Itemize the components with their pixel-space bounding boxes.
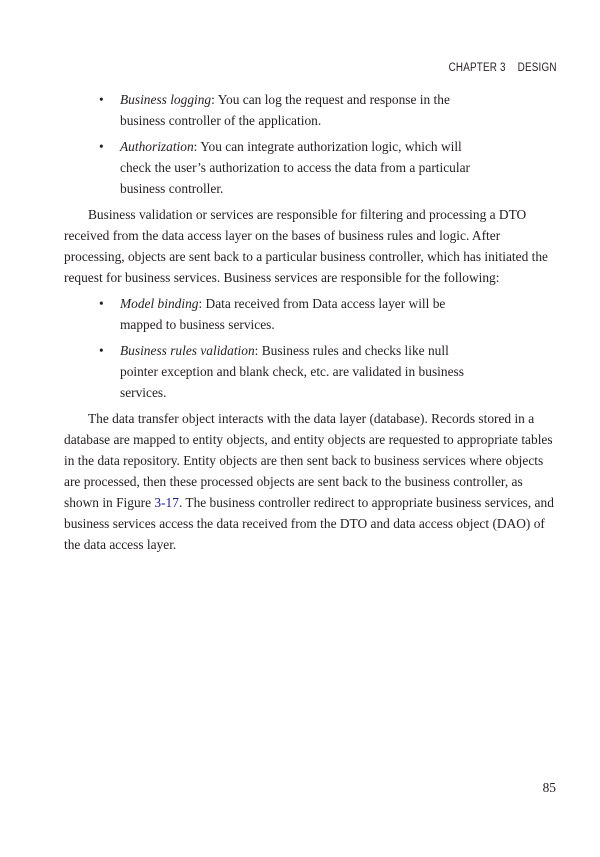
bullet-term: Model binding: [120, 296, 199, 311]
section-label: DESIGN: [518, 62, 557, 74]
bullet-icon: •: [99, 296, 104, 311]
bullet-icon: •: [99, 92, 104, 107]
bullet-list-business-services: [64, 293, 558, 403]
bullet-text: : Data received from Data access layer will be mapped to business services.: [120, 296, 446, 332]
bullet-text: : You can integrate authorization logic, which will check the user’s authorization to access the data from a particular business controller.: [120, 139, 470, 196]
paragraph-text: . The business controller redirect to appropriate business services, and business services access the data received from the DTO and data access object (DAO) of the data access layer.: [64, 495, 554, 552]
bullet-icon: •: [99, 139, 104, 154]
chapter-label: CHAPTER 3: [448, 62, 507, 74]
page-number: 85: [542, 780, 556, 795]
bullet-text: : Business rules and checks like null pointer exception and blank check, etc. are validated in business services.: [120, 343, 464, 400]
figure-link[interactable]: 3-17: [154, 495, 179, 510]
list-item: [64, 293, 558, 335]
paragraph-business-validation: Business validation or services are responsible for filtering and processing a DTO received from the data access layer on the bases of business rules and logic. After processing, objects are sent back to a particular business controller, which has initiated the request for business services. Business services are responsible for the following:: [64, 207, 548, 285]
bullet-term: Business logging: [120, 92, 212, 107]
paragraph-text: The data transfer object interacts with the data layer (database). Records stored in a database are mapped to entity objects, and entity objects are requested to appropriate tables in the data repository. Entity objects are then sent back to business services where objects are processed, then these processed objects are sent back to the business controller, as shown in Figure: [64, 411, 553, 510]
paragraph-data-transfer-object: [64, 408, 558, 555]
bullet-term: Business rules validation: [120, 343, 255, 358]
bullet-term: Authorization: [120, 139, 194, 154]
bullet-text: : You can log the request and response in the business controller of the application.: [120, 92, 450, 128]
list-item: [64, 136, 558, 199]
bullet-icon: •: [99, 343, 104, 358]
page-body: [64, 89, 558, 560]
list-item: [64, 340, 558, 403]
running-header: [449, 62, 557, 74]
bullet-list-controller-features: [64, 89, 558, 199]
list-item: [64, 89, 558, 131]
